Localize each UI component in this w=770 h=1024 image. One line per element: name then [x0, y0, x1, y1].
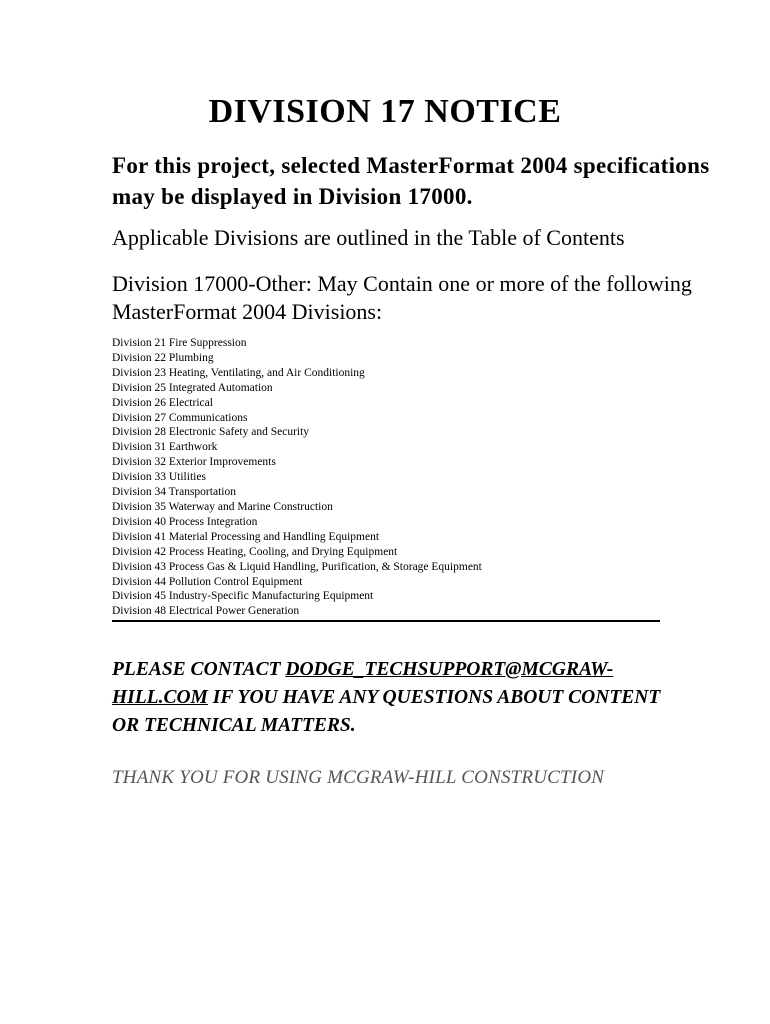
division-list-item: Division 33 Utilities: [112, 471, 206, 484]
contact-suffix: IF YOU HAVE ANY QUESTIONS ABOUT CONTENT OR TECHNICAL MATTERS.: [112, 687, 661, 736]
page-title: DIVISION 17 NOTICE: [208, 93, 562, 130]
division-list-item: Division 40 Process Integration: [112, 515, 258, 528]
support-email-link[interactable]: DODGE_TECHSUPPORT@MCGRAW-HILL.COM: [112, 659, 614, 708]
division-other-note: Division 17000-Other: May Contain one or more of the following MasterFormat 2004 Divisions:: [112, 271, 692, 324]
division-list-item: Division 43 Process Gas & Liquid Handling, Purification, & Storage Equipment: [112, 560, 482, 573]
contact-notice: [112, 656, 672, 740]
division-list: [112, 336, 660, 622]
division-list-item: Division 31 Earthwork: [112, 441, 218, 454]
division-list-item: Division 45 Industry-Specific Manufacturing Equipment: [112, 590, 374, 603]
division-list-item: Division 22 Plumbing: [112, 351, 214, 364]
division-list-item: Division 26 Electrical: [112, 396, 213, 409]
division-list-item: Division 27 Communications: [112, 411, 248, 424]
contact-prefix: PLEASE CONTACT: [112, 659, 286, 680]
notice-subtitle: For this project, selected MasterFormat 2004 specifications may be displayed in Division 17000.: [112, 153, 710, 209]
division-list-item: Division 34 Transportation: [112, 486, 236, 499]
division-list-item: Division 44 Pollution Control Equipment: [112, 575, 303, 588]
division-list-item: Division 35 Waterway and Marine Construction: [112, 500, 333, 513]
division-list-item: Division 42 Process Heating, Cooling, and Drying Equipment: [112, 545, 398, 558]
thank-you-note: THANK YOU FOR USING MCGRAW-HILL CONSTRUCTION: [112, 767, 605, 788]
division-list-item: Division 21 Fire Suppression: [112, 337, 247, 349]
division-list-item: Division 48 Electrical Power Generation: [112, 605, 300, 618]
division-list-item: Division 23 Heating, Ventilating, and Air Conditioning: [112, 366, 365, 379]
division-list-item: Division 32 Exterior Improvements: [112, 456, 276, 469]
division-list-item: Division 41 Material Processing and Handling Equipment: [112, 530, 380, 543]
applicable-divisions-note: Applicable Divisions are outlined in the Table of Contents: [112, 225, 625, 250]
division-list-item: Division 25 Integrated Automation: [112, 381, 273, 394]
division-list-item: Division 28 Electronic Safety and Security: [112, 426, 310, 439]
